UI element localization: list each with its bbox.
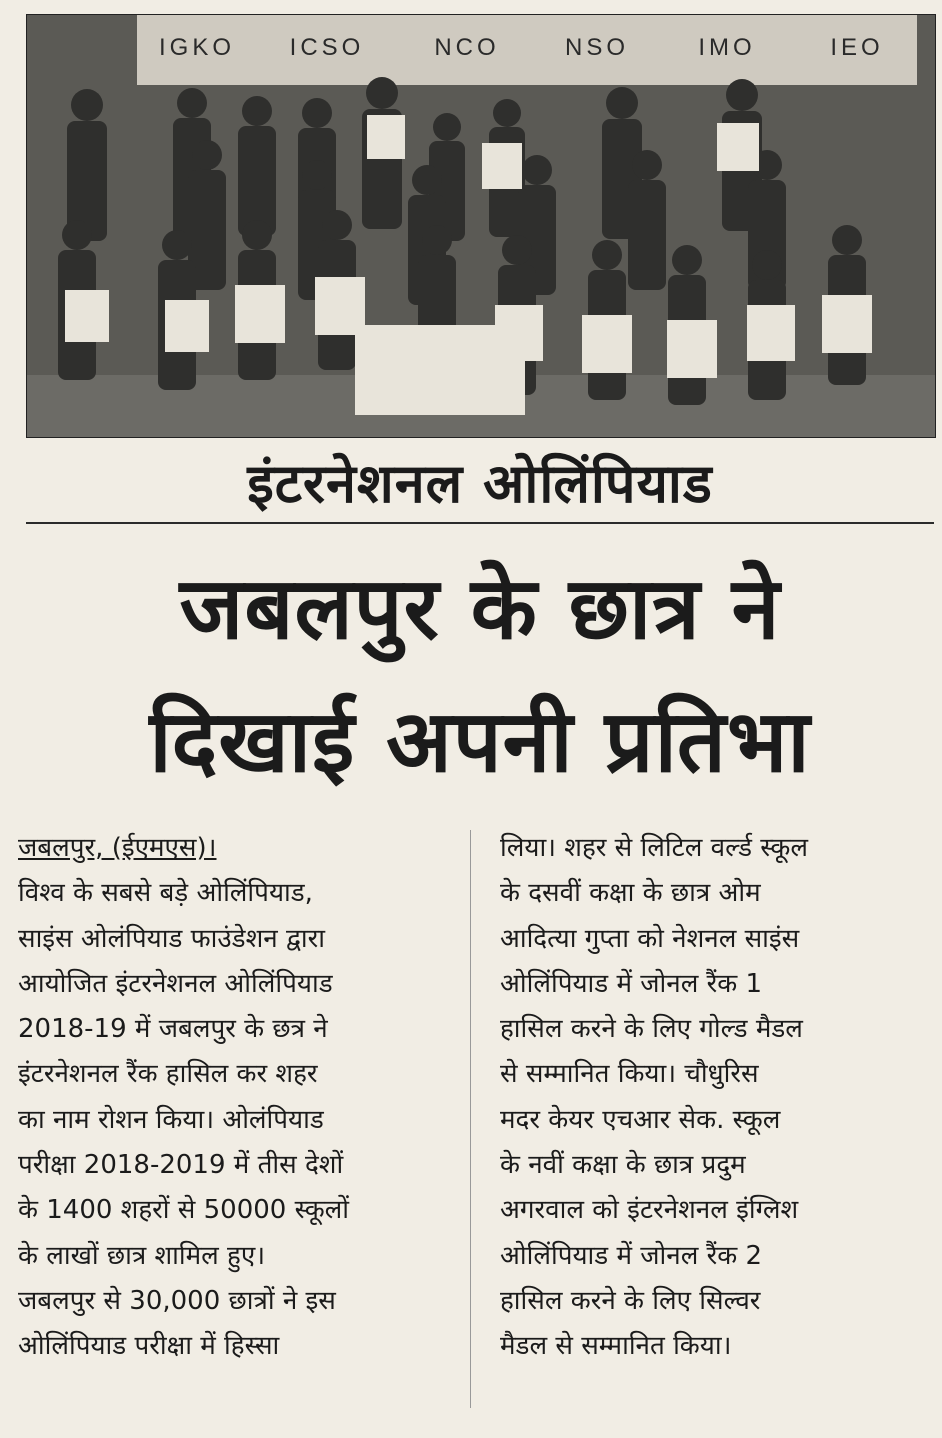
article-kicker: इंटरनेशनल ओलिंपियाड <box>247 452 713 515</box>
body-line: लिया। शहर से लिटिल वर्ल्ड स्कूल <box>500 833 808 863</box>
award-ceremony-photo <box>26 14 936 438</box>
banner-code-ieo: IEO <box>830 34 884 61</box>
banner-code-nco: NCO <box>434 34 500 61</box>
kicker-divider <box>26 522 934 524</box>
body-line: आयोजित इंटरनेशनल ओलिंपियाड <box>18 968 333 999</box>
body-line: जबलपुर से 30,000 छात्रों ने इस <box>18 1285 336 1316</box>
body-line: ओलिंपियाड परीक्षा में हिस्सा <box>18 1331 280 1362</box>
body-line: मदर केयर एचआर सेक. स्कूल <box>500 1104 781 1135</box>
body-line: के नवीं कक्षा के छात्र प्रदुम <box>500 1150 746 1181</box>
banner-code-nso: NSO <box>564 34 630 61</box>
body-line: विश्व के सबसे बड़े ओलिंपियाड, <box>18 878 313 909</box>
body-line: के 1400 शहरों से 50000 स्कूलों <box>18 1195 350 1226</box>
body-line: का नाम रोशन किया। ओलंपियाड <box>18 1104 324 1135</box>
headline-line-1: जबलपुर के छात्र ने <box>179 559 781 659</box>
body-line: ओलिंपियाड में जोनल रैंक 2 <box>500 1240 763 1271</box>
body-line: हासिल करने के लिए सिल्वर <box>500 1285 761 1316</box>
body-line: के दसवीं कक्षा के छात्र ओम <box>500 878 761 909</box>
banner-code-icso: ICSO <box>289 34 365 61</box>
body-line: ओलिंपियाड में जोनल रैंक 1 <box>500 968 763 999</box>
body-line: अगरवाल को इंटरनेशनल इंग्लिश <box>500 1195 799 1226</box>
dateline: जबलपुर, (ईएमएस)। <box>18 833 217 863</box>
body-line: मैडल से सम्मानित किया। <box>500 1331 732 1362</box>
body-line: से सम्मानित किया। चौधुरिस <box>500 1059 759 1090</box>
body-line: के लाखों छात्र शामिल हुए। <box>18 1240 266 1271</box>
article-column-left <box>18 826 454 1370</box>
body-line: इंटरनेशनल रैंक हासिल कर शहर <box>18 1059 318 1090</box>
column-divider <box>470 830 471 1408</box>
body-line: हासिल करने के लिए गोल्ड मैडल <box>500 1014 803 1045</box>
photo-scene <box>27 15 935 437</box>
body-line: 2018-19 में जबलपुर के छत्र ने <box>18 1014 328 1045</box>
body-line: साइंस ओलंपियाड फाउंडेशन द्वारा <box>18 923 325 954</box>
body-line: आदित्या गुप्ता को नेशनल साइंस <box>500 923 800 954</box>
body-line: परीक्षा 2018-2019 में तीस देशों <box>18 1150 344 1181</box>
banner-code-imo: IMO <box>698 34 756 61</box>
headline-line-2: दिखाई अपनी प्रतिभा <box>149 692 811 792</box>
article-column-right <box>500 826 936 1370</box>
banner-code-igko: IGKO <box>158 34 236 61</box>
